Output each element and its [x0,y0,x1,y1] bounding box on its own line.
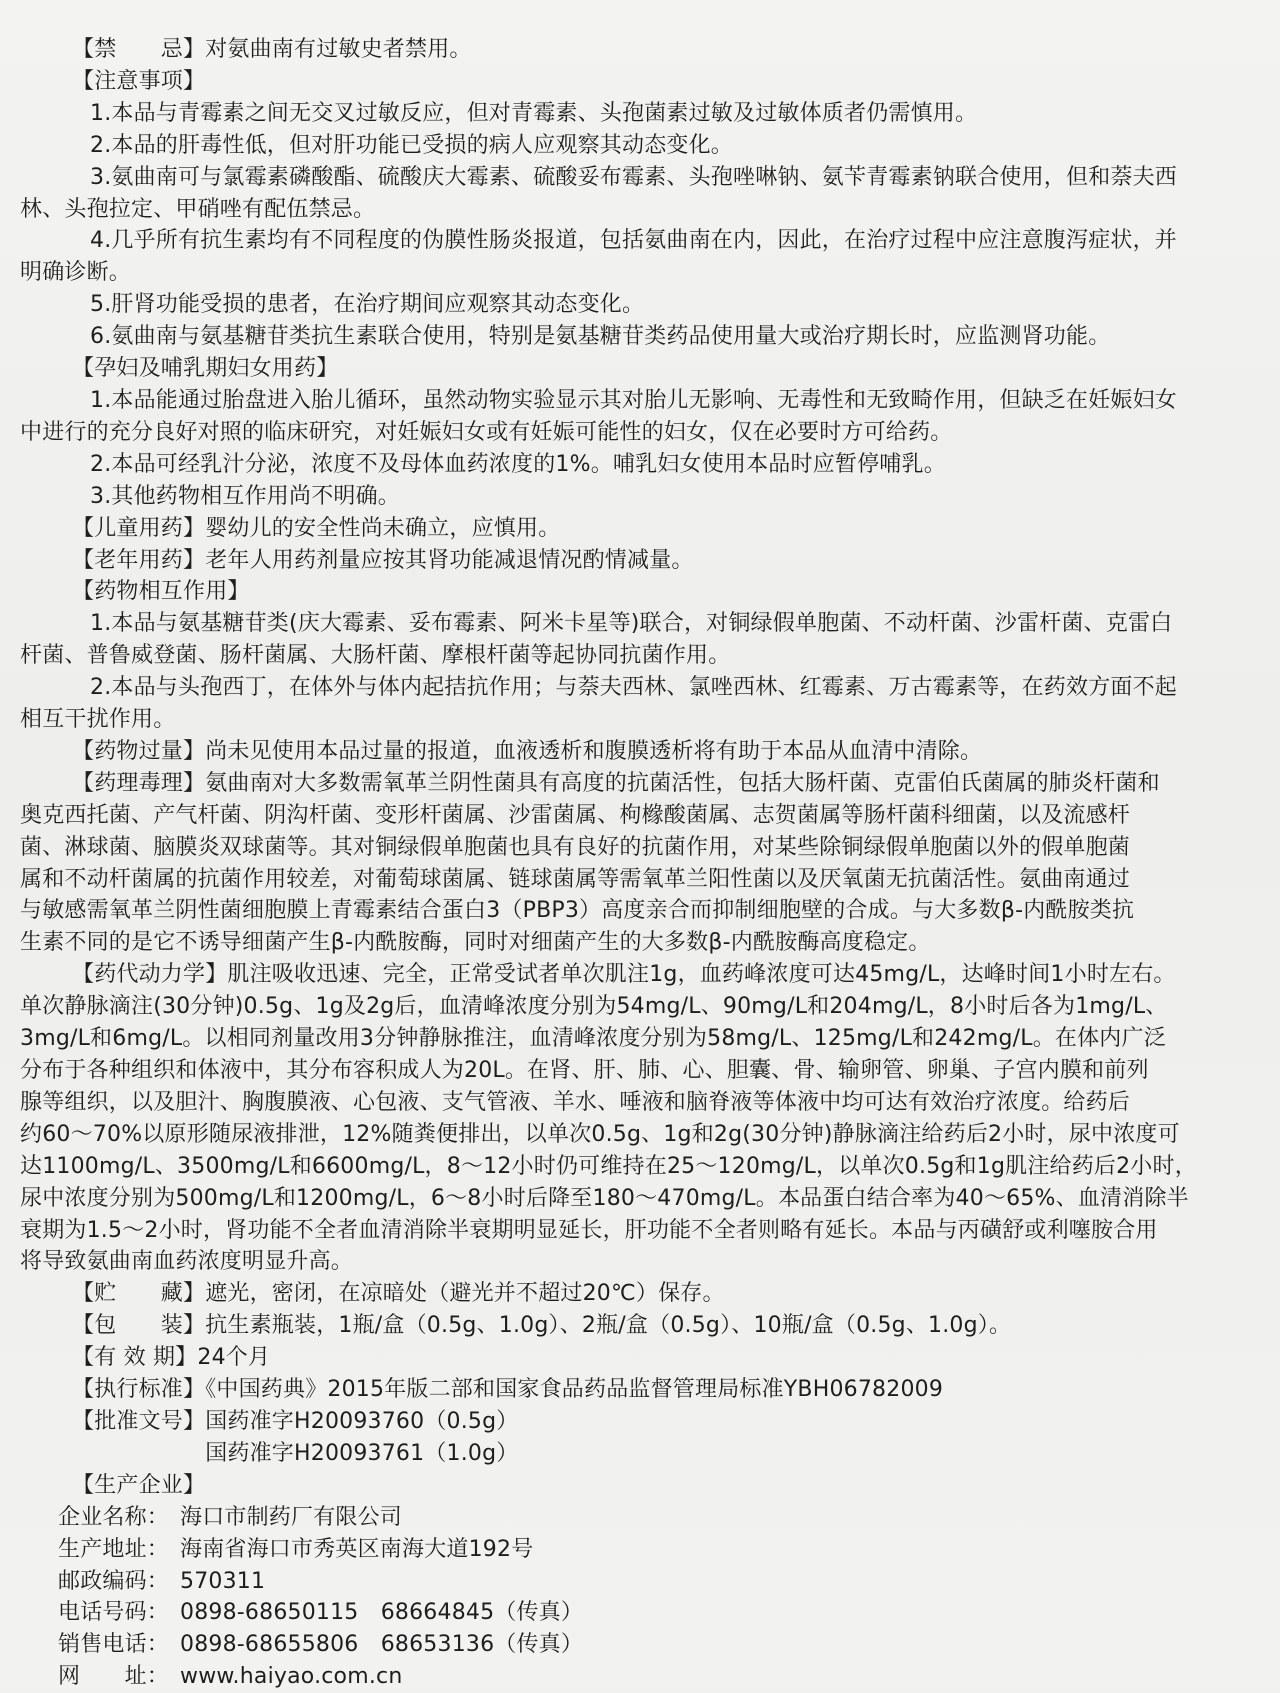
company-field-value: 海南省海口市秀英区南海大道192号 [180,1536,534,1562]
text-line: 2.本品可经乳汁分泌，浓度不及母体血药浓度的1%。哺乳妇女使用本品时应暂停哺乳。 [90,451,946,477]
text-line: 1.本品与青霉素之间无交叉过敏反应，但对青霉素、头孢菌素过敏及过敏体质者仍需慎用。 [90,100,978,126]
text-line: 生素不同的是它不诱导细菌产生β-内酰胺酶，同时对细菌产生的大多数β-内酰胺酶高度稳定。 [20,930,931,956]
company-field-label: 电话号码： [58,1600,170,1626]
text-line: 【有 效 期】24个月 [72,1345,271,1371]
company-row [20,1534,1230,1566]
text-line: 3.其他药物相互作用尚不明确。 [90,483,400,509]
text-line: 将导致氨曲南血药浓度明显升高。 [20,1249,354,1275]
text-line: 菌、淋球菌、脑膜炎双球菌等。其对铜绿假单胞菌也具有良好的抗菌作用，对某些除铜绿假单胞菌以外的假单胞菌 [20,834,1131,860]
company-field-label: 邮政编码： [58,1568,170,1594]
text-line: 与敏感需氧革兰阴性菌细胞膜上青霉素结合蛋白3（PBP3）高度亲合而抑制细胞壁的合成。与大多数β-内酰胺类抗 [20,898,1135,924]
text-line: 【贮 藏】遮光，密闭，在凉暗处（避光并不超过20℃）保存。 [72,1281,725,1307]
instruction-text [20,34,1230,1502]
text-line: 国药准字H20093761（1.0g） [72,1440,519,1466]
company-field-value: 570311 [180,1568,266,1594]
text-line: 3.氨曲南可与氯霉素磷酸酯、硫酸庆大霉素、硫酸妥布霉素、头孢唑啉钠、氨苄青霉素钠联合使用，但和萘夫西 [90,164,1177,190]
company-field-label: 生产地址： [58,1536,170,1562]
text-line: 【执行标准】《中国药典》2015年版二部和国家食品药品监督管理局标准YBH06782009 [72,1377,944,1403]
text-line: 【禁 忌】对氨曲南有过敏史者禁用。 [72,37,472,62]
text-line: 属和不动杆菌属的抗菌作用较差，对葡萄球菌属、链球菌属等需氧革兰阳性菌以及厌氧菌无抗菌活性。氨曲南通过 [20,866,1131,892]
text-line: 【老年用药】老年人用药剂量应按其肾功能减退情况酌情减量。 [72,547,694,573]
company-row [20,1629,1230,1661]
company-field-label: 销售电话： [58,1632,170,1658]
company-row [20,1661,1230,1693]
text-line: 2.本品的肝毒性低，但对肝功能已受损的病人应观察其动态变化。 [90,132,733,158]
text-line: 达1100mg/L、3500mg/L和6600mg/L，8～12小时仍可维持在25～120mg/L，以单次0.5g和1g肌注给药后2小时， [20,1153,1197,1179]
company-field-value: 0898-68650115 68664845（传真） [180,1600,584,1626]
text-line: 杆菌、普鲁威登菌、肠杆菌属、大肠杆菌、摩根杆菌等起协同抗菌作用。 [20,643,731,669]
text-line: 相互干扰作用。 [20,707,176,733]
text-line: 【注意事项】 [72,68,206,94]
text-line: 4.几乎所有抗生素均有不同程度的伪膜性肠炎报道，包括氨曲南在内，因此，在治疗过程中应注意腹泻症状，并 [90,228,1177,254]
text-line: 明确诊断。 [20,260,132,286]
text-line: 分布于各种组织和体液中，其分布容积成人为20L。在肾、肝、肺、心、胆囊、骨、输卵管、卵巢、子宫内膜和前列 [20,1058,1149,1083]
text-line: 【药物相互作用】 [72,579,250,605]
text-line: 5.肝肾功能受损的患者，在治疗期间应观察其动态变化。 [90,292,645,318]
company-row [20,1566,1230,1598]
text-line: 【儿童用药】婴幼儿的安全性尚未确立，应慎用。 [72,515,561,541]
company-field-value: 0898-68655806 68653136（传真） [180,1632,584,1658]
text-line: 2.本品与头孢西丁，在体外与体内起拮抗作用；与萘夫西林、氯唑西林、红霉素、万古霉素等，在药效方面不起 [90,675,1177,701]
text-line: 单次静脉滴注(30分钟)0.5g、1g及2g后，血清峰浓度分别为54mg/L、90mg/L和204mg/L，8小时后各为1mg/L、 [20,994,1168,1020]
text-line: 1.本品能通过胎盘进入胎儿循环，虽然动物实验显示其对胎儿无影响、无毒性和无致畸作用，但缺乏在妊娠妇女 [90,387,1177,413]
text-line: 1.本品与氨基糖苷类(庆大霉素、妥布霉素、阿米卡星等)联合，对铜绿假单胞菌、不动杆菌、沙雷杆菌、克雷白 [90,611,1173,637]
text-line: 6.氨曲南与氨基糖苷类抗生素联合使用，特别是氨基糖苷类药品使用量大或治疗期长时，应监测肾功能。 [90,324,1111,350]
text-line: 【批准文号】国药准字H20093760（0.5g） [72,1408,519,1434]
text-line: 衰期为1.5～2小时，肾功能不全者血清消除半衰期明显延长，肝功能不全者则略有延长。本品与丙磺舒或利噻胺合用 [20,1217,1158,1243]
company-row [20,1597,1230,1629]
text-line: 【药代动力学】肌注吸收迅速、完全，正常受试者单次肌注1g，血药峰浓度可达45mg/L，达峰时间1小时左右。 [72,962,1176,988]
text-line: 奥克西托菌、产气杆菌、阴沟杆菌、变形杆菌属、沙雷菌属、枸橼酸菌属、志贺菌属等肠杆菌科细菌，以及流感杆 [20,802,1131,828]
company-field-value: www.haiyao.com.cn [180,1664,403,1690]
text-line: 腺等组织，以及胆汁、胸腹膜液、心包液、支气管液、羊水、唾液和脑脊液等体液中均可达有效治疗浓度。给药后 [20,1089,1131,1115]
text-line: 【生产企业】 [72,1472,206,1498]
text-line: 林、头孢拉定、甲硝唑有配伍禁忌。 [20,196,376,222]
text-line: 【包 装】抗生素瓶装，1瓶/盒（0.5g、1.0g）、2瓶/盒（0.5g）、10瓶/盒（0.5g、1.0g）。 [72,1313,1012,1339]
text-line: 3mg/L和6mg/L。以相同剂量改用3分钟静脉推注，血清峰浓度分别为58mg/L、125mg/L和242mg/L。在体内广泛 [20,1026,1166,1052]
company-field-label: 企业名称： [58,1504,170,1530]
text-line: 【孕妇及哺乳期妇女用药】 [72,356,339,382]
text-line: 中进行的充分良好对照的临床研究，对妊娠妇女或有妊娠可能性的妇女，仅在必要时方可给药。 [20,419,953,445]
company-field-value: 海口市制药厂有限公司 [180,1504,403,1530]
text-line: 【药理毒理】氨曲南对大多数需氧革兰阴性菌具有高度的抗菌活性，包括大肠杆菌、克雷伯氏菌属的肺炎杆菌和 [72,770,1160,796]
manufacturer-info [20,1502,1230,1693]
text-line: 约60～70%以原形随尿液排泄，12%随粪便排出，以单次0.5g、1g和2g(30分钟)静脉滴注给药后2小时，尿中浓度可 [20,1121,1180,1147]
company-field-label: 网 址： [58,1664,170,1690]
text-line: 尿中浓度分别为500mg/L和1200mg/L，6～8小时后降至180～470mg/L。本品蛋白结合率为40～65%、血清消除半 [20,1185,1189,1211]
text-line: 【药物过量】尚未见使用本品过量的报道，血液透析和腹膜透析将有助于本品从血清中清除。 [72,738,983,764]
company-row [20,1502,1230,1534]
